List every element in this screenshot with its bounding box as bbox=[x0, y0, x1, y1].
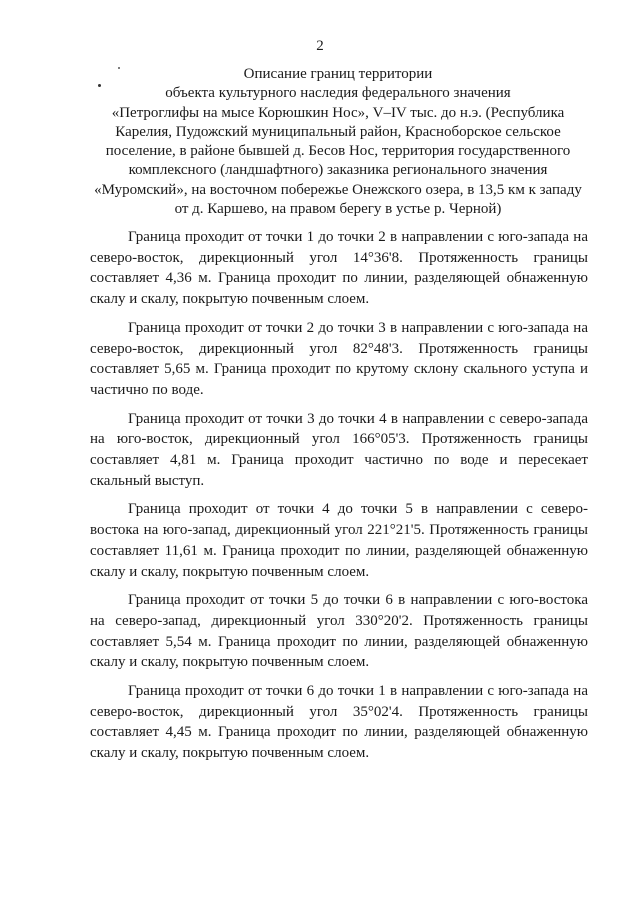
document-body bbox=[90, 227, 588, 772]
document-heading bbox=[84, 65, 592, 219]
boundary-paragraph-4-5: Граница проходит от точки 4 до точки 5 в направлении с северо-востока на юго-запад, дирекционный угол 221°21'5. Протяженность границы составляет 11,61 м. Граница проходит по линии, разделяющей обнаженную скалу и скалу, покрытую почвенным слоем. bbox=[90, 501, 588, 580]
boundary-paragraph-2-3: Граница проходит от точки 2 до точки 3 в направлении с юго-запада на северо-восток, дирекционный угол 82°48'3. Протяженность границы составляет 5,65 м. Граница проходит по крутому склону скального уступа и частично по воде. bbox=[90, 319, 588, 398]
heading-line: поселение, в районе бывшей д. Бесов Нос, территория государственного bbox=[105, 143, 571, 160]
boundary-paragraph-3-4: Граница проходит от точки 3 до точки 4 в направлении с северо-запада на юго-восток, дирекционный угол 166°05'3. Протяженность границы составляет 4,81 м. Граница проходит частично по воде и пересекает скальный выступ. bbox=[90, 410, 588, 489]
boundary-paragraph-6-1: Граница проходит от точки 6 до точки 1 в направлении с юго-запада на северо-восток, дирекционный угол 35°02'4. Протяженность границы составляет 4,45 м. Граница проходит по линии, разделяющей обнаженную скалу и скалу, покрытую почвенным слоем. bbox=[90, 683, 588, 762]
heading-line: «Муромский», на восточном побережье Онежского озера, в 13,5 км к западу bbox=[94, 181, 582, 198]
page-number: 2 bbox=[316, 38, 324, 54]
heading-line: «Петроглифы на мысе Корюшкин Нос», V–IV тыс. до н.э. (Республика bbox=[111, 104, 565, 121]
heading-line: Описание границ территории bbox=[243, 66, 433, 82]
heading-line: комплексного (ландшафтного) заказника регионального значения bbox=[128, 162, 548, 179]
boundary-paragraph-1-2: Граница проходит от точки 1 до точки 2 в направлении с юго-запада на северо-восток, дирекционный угол 14°36'8. Протяженность границы составляет 4,36 м. Граница проходит по линии, разделяющей обнаженную скалу и скалу, покрытую почвенным слоем. bbox=[90, 229, 588, 308]
heading-line: объекта культурного наследия федерального значения bbox=[165, 85, 511, 102]
heading-line: от д. Каршево, на правом берегу в устье р. Черной) bbox=[174, 201, 502, 218]
boundary-paragraph-5-6: Граница проходит от точки 5 до точки 6 в направлении с юго-востока на северо-запад, дирекционный угол 330°20'2. Протяженность границы составляет 5,54 м. Граница проходит по линии, разделяющей обнаженную скалу и скалу, покрытую почвенным слоем. bbox=[90, 592, 588, 671]
heading-line: Карелия, Пудожский муниципальный район, Красноборское сельское bbox=[115, 123, 561, 140]
